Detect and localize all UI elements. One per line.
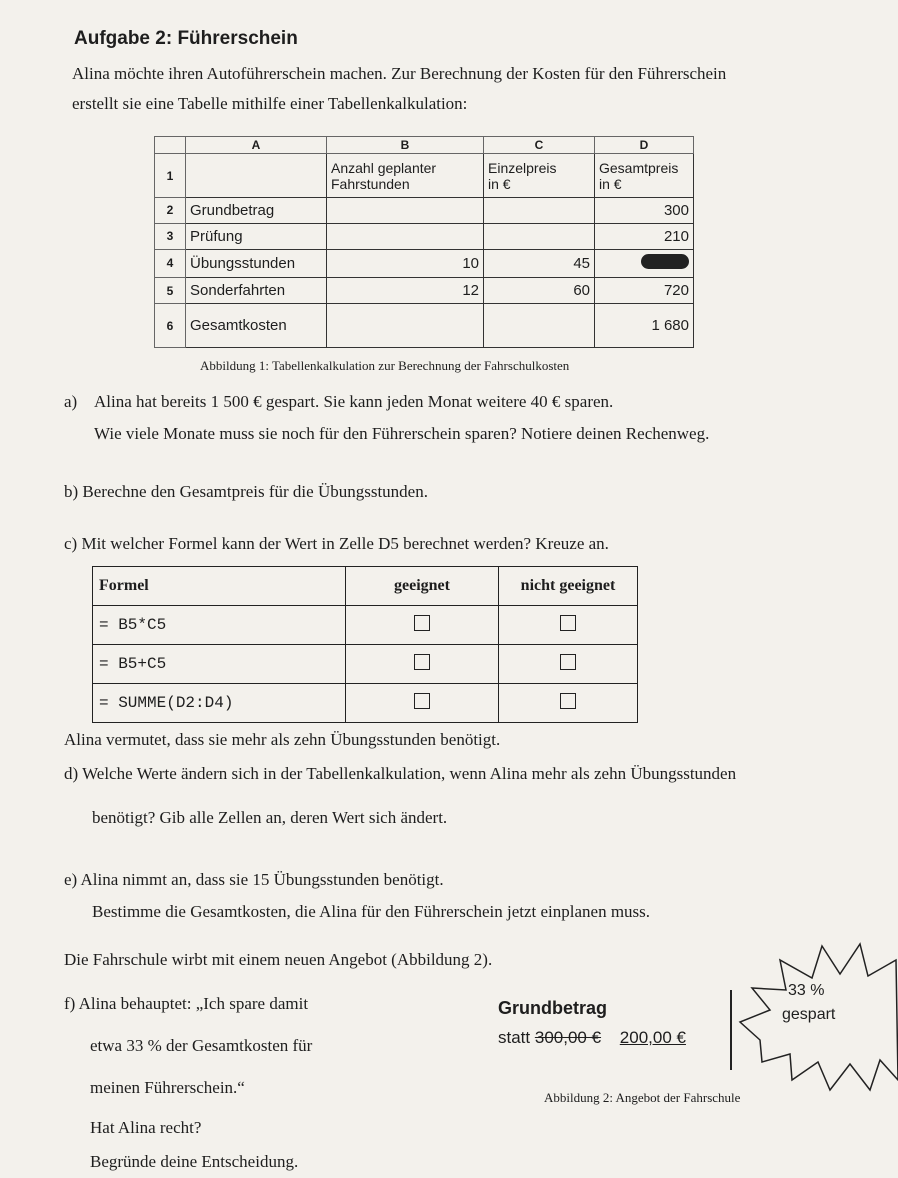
question-f-line-2: etwa 33 % der Gesamtkosten für	[90, 1036, 313, 1055]
row-header-3: 3	[155, 223, 186, 249]
col-header-c: C	[484, 137, 595, 154]
cell-d5: 720	[595, 278, 694, 304]
cell-b6	[327, 304, 484, 348]
statement: Alina vermutet, dass sie mehr als zehn Übungsstunden benötigt.	[64, 730, 501, 749]
formula-table	[92, 566, 638, 723]
checkbox-3-suitable[interactable]	[346, 684, 499, 723]
cell-b1: Anzahl geplanter Fahrstunden	[327, 154, 484, 198]
cell-a5: Sonderfahrten	[186, 278, 327, 304]
unsuitable-header: nicht geeignet	[499, 567, 638, 606]
row-header-4: 4	[155, 249, 186, 277]
cell-b3	[327, 223, 484, 249]
cell-a4: Übungsstunden	[186, 249, 327, 277]
cell-d3: 210	[595, 223, 694, 249]
question-f-line-3: meinen Führerschein.“	[90, 1078, 245, 1097]
advert-saved: gespart	[782, 1006, 836, 1023]
row-header-5: 5	[155, 278, 186, 304]
advert-price-line	[498, 1028, 686, 1048]
cell-c2	[484, 198, 595, 224]
cell-a6: Gesamtkosten	[186, 304, 327, 348]
question-e-line-2: Bestimme die Gesamtkosten, die Alina für den Führerschein jetzt einplanen muss.	[92, 902, 651, 921]
ink-blot-icon	[641, 254, 689, 269]
advert-new-price: 200,00 €	[619, 1028, 686, 1047]
formula-3: = SUMME(D2:D4)	[93, 684, 346, 723]
formula-header: Formel	[93, 567, 346, 606]
cell-c4: 45	[484, 249, 595, 277]
question-f-line-4: Hat Alina recht?	[90, 1118, 202, 1137]
checkbox-1-unsuitable[interactable]	[499, 606, 638, 645]
question-c: c) Mit welcher Formel kann der Wert in Zelle D5 berechnet werden? Kreuze an.	[64, 534, 609, 553]
advert-heading: Grundbetrag	[498, 998, 608, 1018]
question-d-line-1: d) Welche Werte ändern sich in der Tabellenkalkulation, wenn Alina mehr als zehn Übungsstunden	[64, 764, 737, 783]
figure-2-caption: Abbildung 2: Angebot der Fahrschule	[544, 1090, 741, 1105]
corner-cell	[155, 137, 186, 154]
cell-a3: Prüfung	[186, 223, 327, 249]
question-b: b) Berechne den Gesamtpreis für die Übungsstunden.	[64, 482, 428, 501]
cell-b5: 12	[327, 278, 484, 304]
advert-box	[490, 990, 732, 1070]
row-header-1: 1	[155, 154, 186, 198]
checkbox-2-suitable[interactable]	[346, 645, 499, 684]
col-header-b: B	[327, 137, 484, 154]
cell-d4	[595, 249, 694, 277]
cell-b2	[327, 198, 484, 224]
row-header-6: 6	[155, 304, 186, 348]
cell-c6	[484, 304, 595, 348]
intro-line-2: erstellt sie eine Tabelle mithilfe einer Tabellenkalkulation:	[72, 94, 468, 113]
cell-d1: Gesamtpreis in €	[595, 154, 694, 198]
formula-2: = B5+C5	[93, 645, 346, 684]
formula-1: = B5*C5	[93, 606, 346, 645]
checkbox-3-unsuitable[interactable]	[499, 684, 638, 723]
cell-c3	[484, 223, 595, 249]
question-a-line-2: Wie viele Monate muss sie noch für den Führerschein sparen? Notiere deinen Rechenweg.	[94, 424, 710, 443]
question-d-line-2: benötigt? Gib alle Zellen an, deren Wert sich ändert.	[92, 808, 448, 827]
task-title: Aufgabe 2: Führerschein	[74, 28, 298, 49]
question-a-label: a)	[64, 392, 78, 411]
question-e-line-1: e) Alina nimmt an, dass sie 15 Übungsstunden benötigt.	[64, 870, 444, 889]
checkbox-2-unsuitable[interactable]	[499, 645, 638, 684]
suitable-header: geeignet	[346, 567, 499, 606]
question-f-line-5: Begründe deine Entscheidung.	[90, 1152, 299, 1171]
advert-intro: Die Fahrschule wirbt mit einem neuen Angebot (Abbildung 2).	[64, 950, 493, 969]
col-header-d: D	[595, 137, 694, 154]
advert-percent: 33 %	[788, 982, 825, 999]
col-header-a: A	[186, 137, 327, 154]
advert-statt: statt	[498, 1028, 531, 1047]
cell-d2: 300	[595, 198, 694, 224]
cell-a1	[186, 154, 327, 198]
figure-1-caption: Abbildung 1: Tabellenkalkulation zur Berechnung der Fahrschulkosten	[200, 358, 570, 373]
checkbox-1-suitable[interactable]	[346, 606, 499, 645]
cell-a2: Grundbetrag	[186, 198, 327, 224]
question-f-line-1: f) Alina behauptet: „Ich spare damit	[64, 994, 309, 1013]
cell-b4: 10	[327, 249, 484, 277]
cell-c5: 60	[484, 278, 595, 304]
spreadsheet	[154, 136, 694, 348]
question-a-line-1: Alina hat bereits 1 500 € gespart. Sie kann jeden Monat weitere 40 € sparen.	[94, 392, 614, 411]
cell-d6: 1 680	[595, 304, 694, 348]
row-header-2: 2	[155, 198, 186, 224]
advert-old-price: 300,00 €	[534, 1028, 602, 1047]
intro-line-1: Alina möchte ihren Autoführerschein machen. Zur Berechnung der Kosten für den Führerschein	[72, 64, 727, 83]
cell-c1: Einzelpreis in €	[484, 154, 595, 198]
